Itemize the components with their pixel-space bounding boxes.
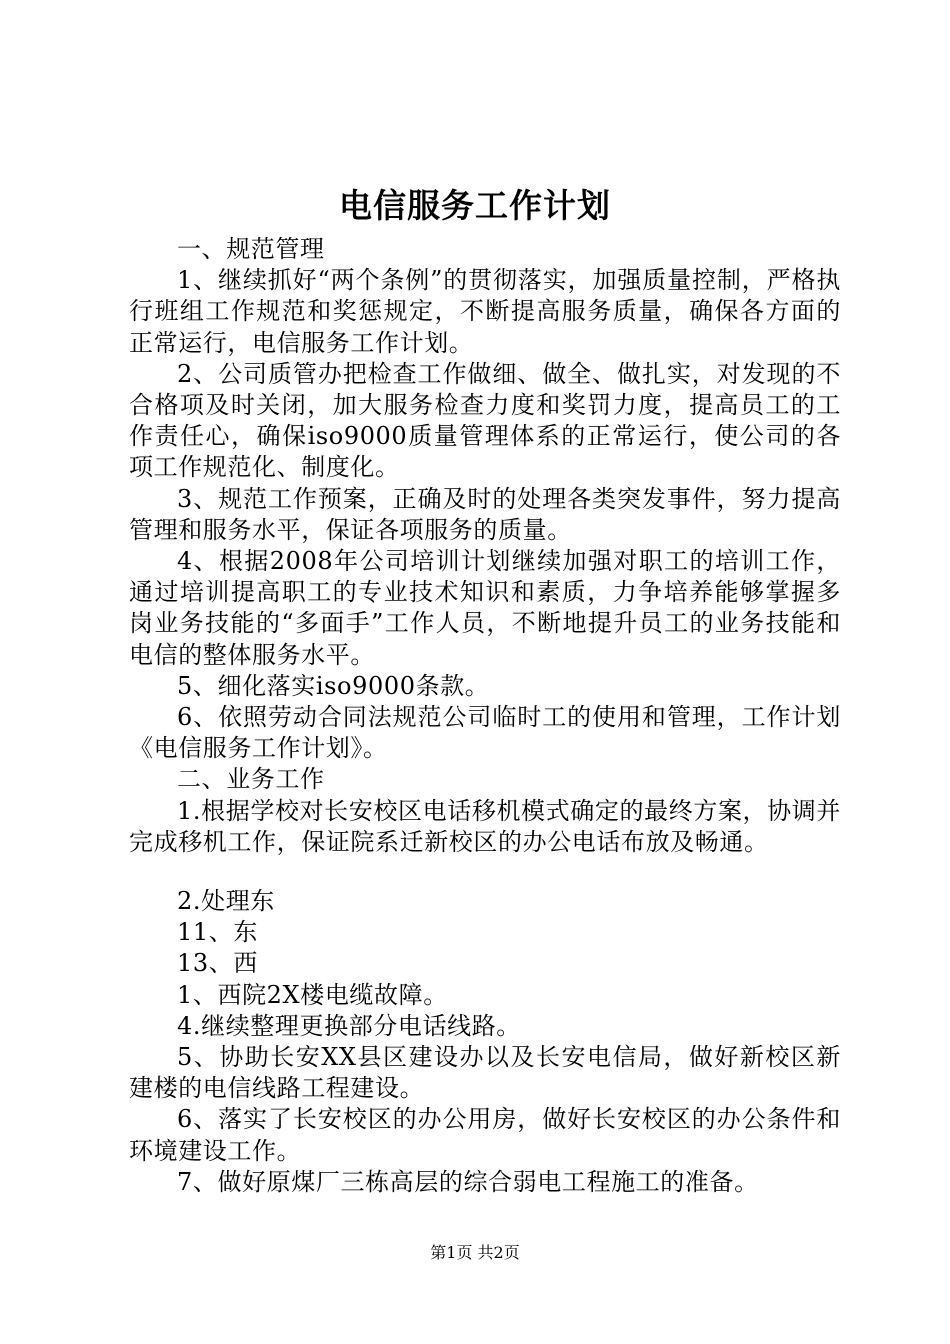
section-heading-standard-management: 一、规范管理 xyxy=(177,235,325,263)
paragraph-business-13: 13、西 xyxy=(177,949,258,978)
paragraph-business-4: 4.继续整理更换部分电话线路。 xyxy=(177,1011,521,1040)
document-body xyxy=(129,234,841,1198)
paragraph-item-2: 2、公司质管办把检查工作做细、做全、做扎实，对发现的不合格项及时关闭，加大服务检查力度和奖罚力度，提高员工的工作责任心，确保iso9000质量管理体系的正常运行，使公司的各项工作规范化、制度化。 xyxy=(129,359,841,482)
paragraph-business-7: 7、做好原煤厂三栋高层的综合弱电工程施工的准备。 xyxy=(177,1167,759,1196)
paragraph-business-11: 11、东 xyxy=(177,918,258,947)
paragraph-item-1: 1、继续抓好“两个条例”的贯彻落实，加强质量控制，严格执行班组工作规范和奖惩规定，不断提高服务质量，确保各方面的正常运行，电信服务工作计划。 xyxy=(129,266,841,357)
paragraph-item-6: 6、依照劳动合同法规范公司临时工的使用和管理，工作计划《电信服务工作计划》。 xyxy=(129,703,841,763)
paragraph-business-5: 5、协助长安XX县区建设办以及长安电信局，做好新校区新建楼的电信线路工程建设。 xyxy=(129,1043,841,1103)
paragraph-item-3: 3、规范工作预案，正确及时的处理各类突发事件，努力提高管理和服务水平，保证各项服务的质量。 xyxy=(129,484,841,544)
paragraph-business-west-cable: 1、西院2X楼电缆故障。 xyxy=(177,980,448,1009)
section-heading-business-work: 二、业务工作 xyxy=(177,765,325,794)
document-title: 电信服务工作计划 xyxy=(339,186,611,225)
page-footer: 第1页 共2页 xyxy=(430,1243,520,1262)
paragraph-gap xyxy=(129,858,841,886)
paragraph-business-1: 1.根据学校对长安校区电话移机模式确定的最终方案，协调并完成移机工作，保证院系迁新校区的办公电话布放及畅通。 xyxy=(129,796,841,856)
paragraph-item-4: 4、根据2008年公司培训计划继续加强对职工的培训工作，通过培训提高职工的专业技术知识和素质，力争培养能够掌握多岗业务技能的“多面手”工作人员，不断地提升员工的业务技能和电信的整体服务水平。 xyxy=(129,547,841,669)
paragraph-item-5: 5、细化落实iso9000条款。 xyxy=(177,671,490,700)
paragraph-business-6: 6、落实了长安校区的办公用房，做好长安校区的办公条件和环境建设工作。 xyxy=(129,1105,841,1165)
paragraph-business-2: 2.处理东 xyxy=(177,887,275,916)
